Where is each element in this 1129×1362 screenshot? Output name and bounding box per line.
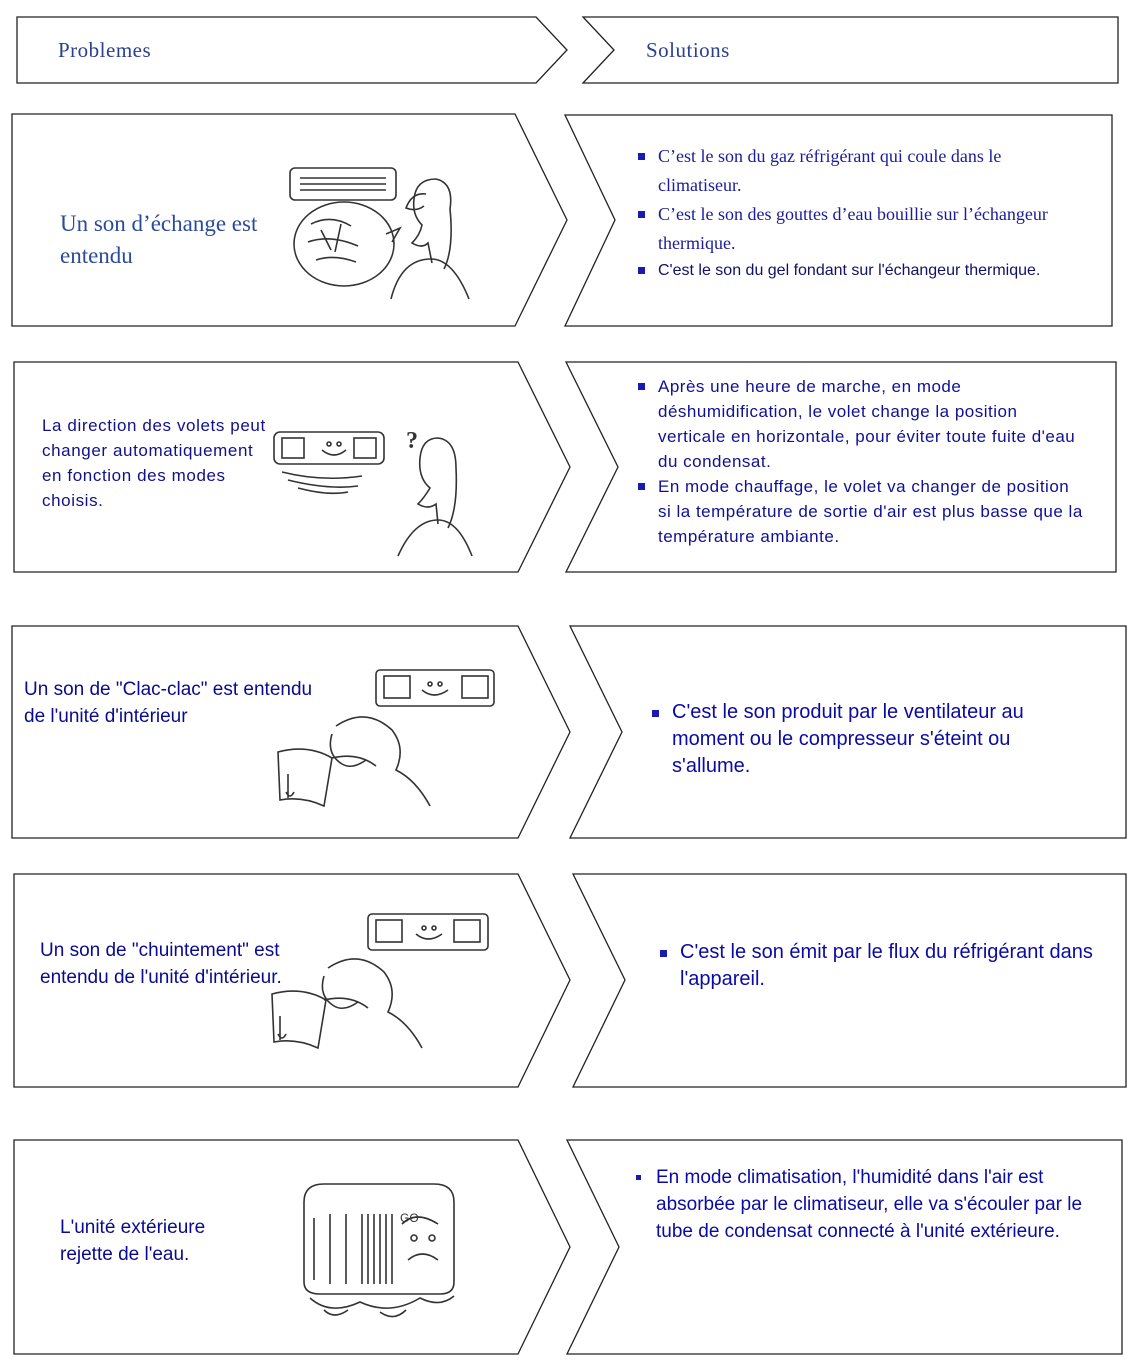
person-wondering-at-ac-icon — [268, 418, 478, 558]
row3-problem: Un son de "Clac-clac" est entendu de l'unité d'intérieur — [24, 679, 313, 727]
row3-solution-1: C'est le son produit par le ventilateur au moment ou le compresseur s'éteint ou s'allume. — [650, 699, 1080, 780]
row4-solution-1: C'est le son émit par le flux du réfrigérant dans l'appareil. — [658, 939, 1098, 993]
svg-text:GO: GO — [400, 1211, 419, 1225]
row2-solution-1: Après une heure de marche, en mode déshumidification, le volet change la position verticale en horizontale, pour éviter toute fuite d'eau du condensat. — [636, 374, 1086, 474]
person-reading-under-ac-icon — [268, 908, 498, 1053]
row5-problem: L'unité extérieure rejette de l'eau. — [60, 1217, 206, 1265]
solutions-header: Solutions — [646, 38, 730, 62]
row1-solutions — [636, 142, 1086, 283]
row1-solution-1: C’est le son du gaz réfrigérant qui coule dans le climatiseur. — [636, 142, 1086, 200]
row4-problem: Un son de "chuintement" est entendu de l'unité d'intérieur. — [40, 940, 282, 988]
person-reading-under-ac-icon — [272, 664, 502, 809]
row4-solutions — [658, 939, 1098, 993]
row5-solutions — [634, 1164, 1104, 1245]
row2-solutions — [636, 374, 1086, 549]
row1-solution-2: C’est le son des gouttes d’eau bouillie sur l’échangeur thermique. — [636, 200, 1086, 258]
outdoor-unit-dripping-icon — [290, 1178, 470, 1326]
row2-problem: La direction des volets peut changer automatiquement en fonction des modes choisis. — [42, 416, 266, 510]
row1-solution-3: C'est le son du gel fondant sur l'échangeur thermique. — [636, 258, 1086, 283]
row3-solutions — [650, 699, 1080, 780]
row1-problem: Un son d’échange est entendu — [60, 211, 258, 268]
row2-solution-2: En mode chauffage, le volet va changer de position si la température de sortie d'air est plus basse que la température ambiante. — [636, 474, 1086, 549]
person-listening-to-ac-icon — [286, 164, 486, 300]
svg-text:?: ? — [406, 428, 418, 454]
row5-solution-1: En mode climatisation, l'humidité dans l'air est absorbée par le climatiseur, elle va s'écouler par le tube de condensat connecté à l'unité extérieure. — [634, 1164, 1104, 1245]
problems-header: Problemes — [58, 38, 152, 62]
